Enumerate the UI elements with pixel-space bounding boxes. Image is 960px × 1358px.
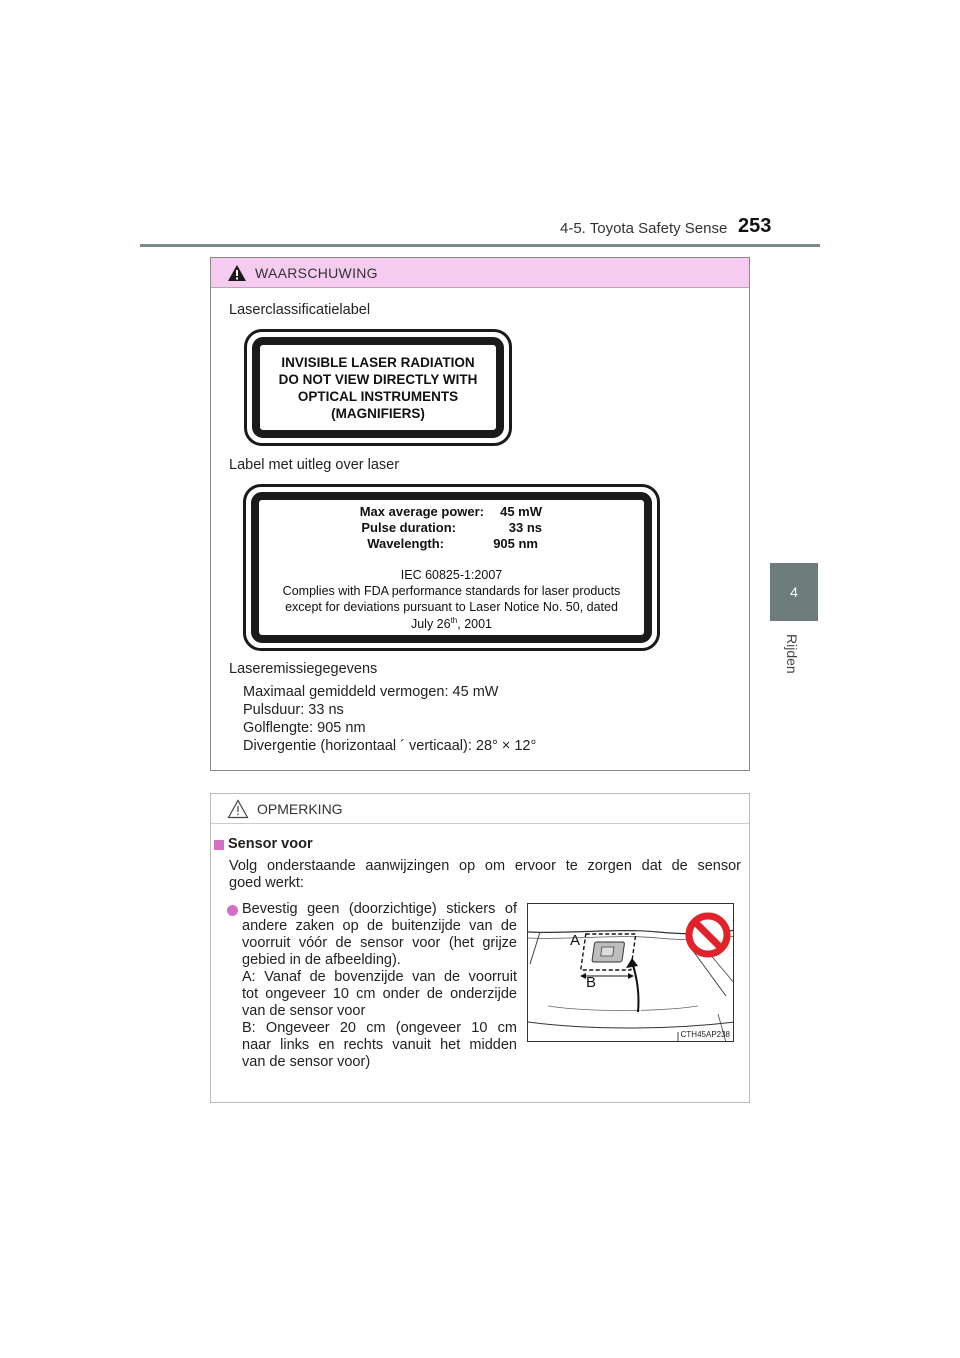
laser-label-line: (MAGNIFIERS): [331, 405, 425, 421]
notice-date-prefix: July 26: [410, 617, 451, 632]
laser-label-line: DO NOT VIEW DIRECTLY WITH: [278, 371, 478, 387]
spec-value: 905 nm: [493, 536, 538, 551]
note-title: OPMERKING: [257, 800, 343, 817]
note-intro-line: Volg onderstaande aanwijzingen op om ervoor te zorgen dat de sensor: [229, 858, 741, 874]
emission-line: Divergentie (horizontaal ´ verticaal): 28° × 12°: [243, 738, 537, 754]
chapter-label: [770, 628, 818, 688]
spec-value: 45 mW: [500, 504, 542, 519]
laser-spec-label: [243, 484, 660, 651]
circle-bullet-icon: [227, 905, 238, 916]
bullet-line: tot ongeveer 10 cm onder de onderzijde: [242, 986, 517, 1002]
laser-classification-label: [244, 329, 512, 446]
warning-triangle-icon: [227, 264, 247, 282]
notice-date-suffix: , 2001: [457, 617, 493, 632]
laser-label-line: INVISIBLE LASER RADIATION: [281, 354, 475, 370]
bullet-line: andere zaken op de buitenzijde van de: [242, 918, 517, 934]
header-rule: [140, 244, 820, 247]
notice-date: [259, 616, 644, 631]
bullet-line: naar links en rechts vanuit het midden: [242, 1037, 517, 1053]
spec-key: Pulse duration:: [361, 520, 456, 535]
note-subheading: Sensor voor: [228, 836, 313, 852]
bullet-line: Bevestig geen (doorzichtige) stickers of: [242, 901, 517, 917]
page-number: 253: [738, 215, 772, 237]
caution-triangle-icon: [227, 799, 249, 819]
warning-box: [210, 257, 750, 771]
spec-key: Wavelength:: [367, 536, 444, 551]
note-intro-line: goed werkt:: [229, 875, 304, 891]
chapter-label-text: Rijden: [784, 634, 800, 674]
section-title: 4-5. Toyota Safety Sense: [560, 220, 728, 237]
notice-date-sup: th: [450, 616, 458, 625]
spec-key: Max average power:: [359, 504, 484, 519]
windshield-illustration: [528, 904, 734, 1042]
spec-value: 33 ns: [508, 520, 542, 535]
bullet-line: van de sensor voor): [242, 1054, 371, 1070]
figure-label-b: B: [586, 974, 597, 991]
bullet-line: B: Ongeveer 20 cm (ongeveer 10 cm: [242, 1020, 517, 1036]
laser-spec-label-inner: [251, 492, 652, 643]
bullet-line: van de sensor voor: [242, 1003, 366, 1019]
bullet-line: gebied in de afbeelding).: [242, 952, 401, 968]
emission-line: Maximaal gemiddeld vermogen: 45 mW: [243, 684, 499, 700]
laser-label-line: OPTICAL INSTRUMENTS: [297, 388, 459, 404]
emission-heading: Laseremissiegegevens: [229, 661, 378, 677]
note-box: [210, 793, 750, 1103]
figure-label-a: A: [570, 932, 581, 949]
iec-standard: IEC 60825-1:2007: [400, 568, 503, 582]
warning-header: [211, 258, 749, 288]
figure-code: CTH45AP238: [680, 1030, 730, 1039]
bullet-line: A: Vanaf de bovenzijde van de voorruit: [242, 969, 517, 985]
warning-title: WAARSCHUWING: [255, 264, 378, 281]
emission-line: Pulsduur: 33 ns: [243, 702, 344, 718]
fda-compliance-line: except for deviations pursuant to Laser Notice No. 50, dated: [285, 600, 618, 614]
emission-line: Golflengte: 905 nm: [243, 720, 366, 736]
square-bullet-icon: [214, 840, 224, 850]
explain-label-heading: Label met uitleg over laser: [229, 457, 400, 473]
laser-label-heading: Laserclassificatielabel: [229, 302, 371, 318]
note-header: [211, 794, 749, 824]
chapter-tab: 4: [770, 563, 818, 621]
bullet-line: voorruit vóór de sensor voor (het grijze: [242, 935, 517, 951]
fda-compliance-line: Complies with FDA performance standards for laser products: [282, 584, 621, 598]
sensor-windshield-figure: [527, 903, 734, 1042]
laser-classification-label-inner: [252, 337, 504, 438]
